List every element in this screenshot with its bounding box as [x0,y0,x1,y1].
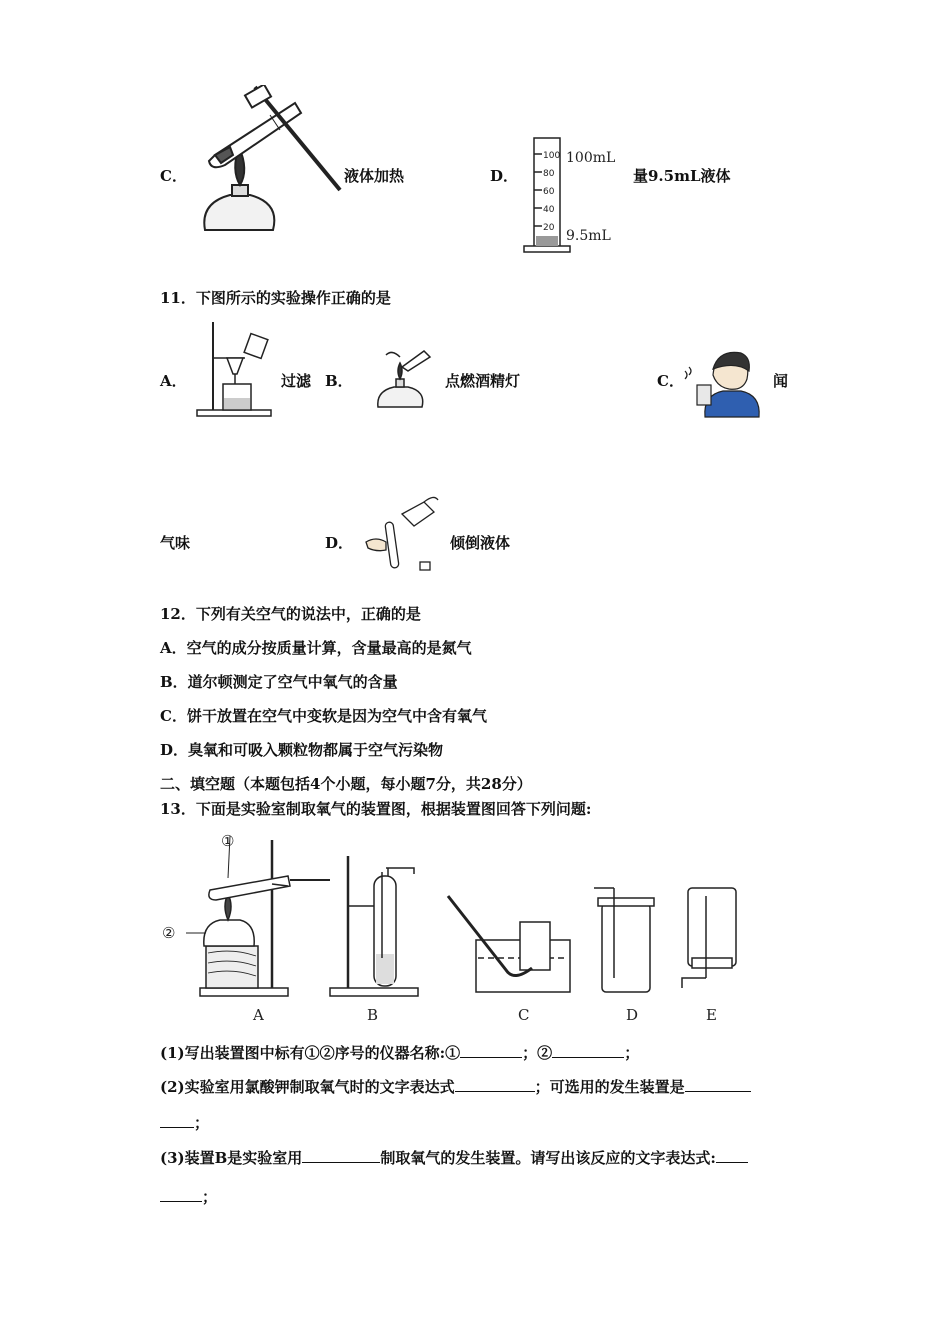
option-d-caption: 量9.5mL液体 [633,167,731,185]
apparatus-label-b: B [367,1006,379,1024]
q11-option-d-caption: 倾倒液体 [450,534,511,552]
q13-part-2-end: ； [194,1114,210,1132]
answer-blank-1[interactable] [460,1043,522,1058]
option-c-caption: 液体加热 [344,167,405,185]
q13-part-1-sep: ；② [522,1044,553,1062]
q11-option-b-caption: 点燃酒精灯 [445,372,521,390]
q11-option-a-label: A． [160,372,187,390]
q13-part-2-text: (2)实验室用氯酸钾制取氧气时的文字表达式 [160,1078,455,1096]
option-d-label: D． [490,167,519,185]
q13-part-1-text: (1)写出装置图中标有①②序号的仪器名称:① [160,1044,461,1062]
answer-blank-4[interactable] [685,1077,751,1092]
heating-liquid-figure [185,85,345,250]
q12-option-b: B．道尔顿测定了空气中氧气的含量 [160,673,398,691]
q12-option-a: A．空气的成分按质量计算，含量最高的是氮气 [160,639,472,657]
q13-part-2-cont [160,1112,209,1133]
q11-option-d-label: D． [325,534,354,552]
section-2-heading: 二、填空题（本题包括4个小题，每小题7分，共28分） [160,775,532,793]
tick-20: 20 [543,223,555,233]
oxygen-apparatus-figure [158,828,758,1028]
filtration-figure [195,318,275,418]
tick-80: 80 [543,169,555,179]
marker-1: ① [221,832,235,850]
q12-option-d: D．臭氧和可吸入颗粒物都属于空气污染物 [160,741,444,759]
smelling-person-figure [683,345,763,420]
q13-part-2 [160,1076,751,1097]
apparatus-label-d: D [626,1006,639,1024]
q13-part-3-mid: 制取氧气的发生装置。请写出该反应的文字表达式: [380,1149,716,1167]
answer-blank-4-cont[interactable] [160,1113,194,1128]
question-11-stem: 11．下图所示的实验操作正确的是 [160,289,391,307]
q11-option-b-label: B． [325,372,353,390]
answer-blank-3[interactable] [455,1077,535,1092]
q13-part-3-text: (3)装置B是实验室用 [160,1149,303,1167]
answer-blank-6[interactable] [716,1148,748,1163]
answer-blank-2[interactable] [552,1043,624,1058]
pouring-liquid-figure [362,490,444,576]
q13-part-2-mid: ；可选用的发生装置是 [534,1078,685,1096]
cylinder-bottom-label: 9.5mL [566,228,611,244]
answer-blank-5[interactable] [302,1148,380,1163]
cylinder-top-label: 100mL [566,150,616,166]
marker-2: ② [162,924,176,942]
q13-part-1 [160,1042,639,1063]
apparatus-label-a: A [253,1006,264,1024]
apparatus-label-c: C [518,1006,530,1024]
q11-option-c-caption-2: 气味 [160,534,191,552]
q13-part-3 [160,1147,748,1168]
q13-part-1-end: ； [624,1044,640,1062]
q11-option-a-caption: 过滤 [281,372,312,390]
q13-part-3-end: ； [202,1188,218,1206]
apparatus-label-e: E [706,1006,717,1024]
lighting-lamp-figure [372,345,442,415]
tick-100: 100 [543,151,561,161]
graduated-cylinder-figure [520,132,630,257]
answer-blank-6-cont[interactable] [160,1187,202,1202]
q11-option-c-caption-1: 闻 [773,372,789,390]
question-12-stem: 12．下列有关空气的说法中，正确的是 [160,605,421,623]
q12-option-c: C．饼干放置在空气中变软是因为空气中含有氧气 [160,707,487,725]
q11-option-c-label: C． [657,372,684,390]
tick-60: 60 [543,187,555,197]
q13-part-3-cont [160,1186,217,1207]
tick-40: 40 [543,205,555,215]
question-13-stem: 13．下面是实验室制取氧气的装置图，根据装置图回答下列问题: [160,800,592,818]
option-c-label: C． [160,167,187,185]
